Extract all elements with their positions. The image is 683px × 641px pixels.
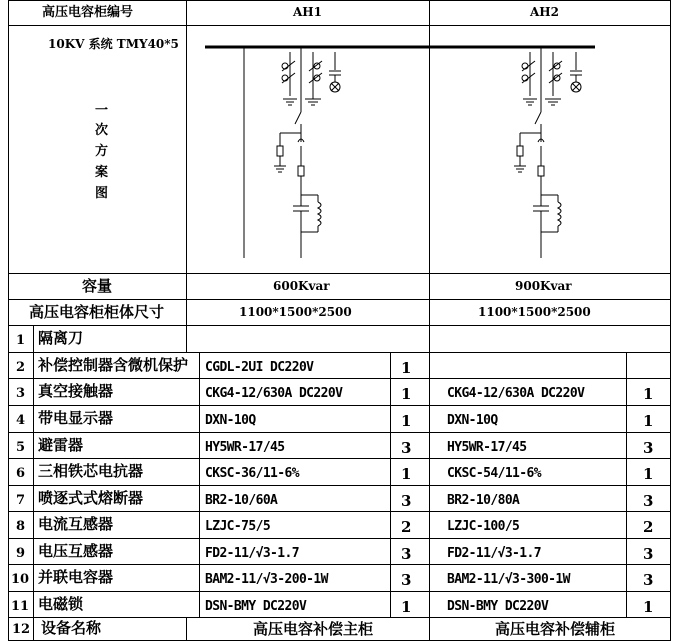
ah1-ct-hatch — [282, 73, 295, 83]
side-label-char: 图 — [95, 186, 109, 201]
side-label-char: 案 — [95, 165, 109, 180]
capacity-ah2: 900Kvar — [515, 279, 572, 293]
system-label: 10KV 系统 TMY40*5 — [48, 37, 179, 51]
item-ah2-qty: 1 — [643, 598, 654, 616]
item-name: 电压互感器 — [38, 542, 114, 560]
item-ah1-qty: 3 — [401, 439, 412, 457]
capacity-label: 容量 — [82, 277, 113, 295]
ah1-feeder — [244, 47, 341, 258]
item-name: 并联电容器 — [38, 568, 114, 586]
item-ah2-model: CKSC-54/11-6% — [447, 466, 541, 481]
item-no: 1 — [16, 333, 26, 348]
side-label-char: 方 — [95, 144, 109, 159]
item-name: 补偿控制器含微机保护 — [38, 356, 189, 374]
item-ah2-qty: 3 — [643, 571, 654, 589]
item-ah2-qty: 3 — [643, 439, 654, 457]
item-ah1-model: HY5WR-17/45 — [205, 440, 285, 455]
item-no: 10 — [11, 572, 30, 587]
item-ah1-qty: 1 — [401, 385, 412, 403]
item-ah2-qty: 1 — [643, 385, 654, 403]
ah2-feeder — [514, 47, 582, 258]
item-ah2-model: LZJC-100/5 — [447, 519, 520, 534]
ah1-fuse — [298, 166, 304, 176]
item-name: 带电显示器 — [38, 409, 114, 427]
item-ah2-model: HY5WR-17/45 — [447, 440, 527, 455]
ah1-isolator-blade — [295, 112, 301, 124]
header-label: 高压电容柜编号 — [42, 5, 134, 20]
item-no: 8 — [16, 519, 26, 534]
footer-ah2: 高压电容补偿辅柜 — [495, 620, 616, 638]
item-ah1-model: BAM2-11/√3-200-1W — [205, 572, 328, 587]
item-ah1-qty: 1 — [401, 359, 412, 377]
size-label: 高压电容柜柜体尺寸 — [29, 303, 165, 321]
ah2-ct-hatch — [522, 73, 535, 83]
item-name: 隔离刀 — [38, 329, 84, 347]
item-ah1-model: DXN-10Q — [205, 413, 256, 428]
item-ah2-model: DXN-10Q — [447, 413, 498, 428]
item-ah1-qty: 3 — [401, 492, 412, 510]
item-ah1-model: FD2-11/√3-1.7 — [205, 546, 299, 561]
footer-label: 设备名称 — [41, 619, 102, 637]
item-name: 三相铁芯电抗器 — [38, 462, 144, 480]
item-name: 真空接触器 — [38, 382, 114, 400]
item-ah2-qty: 3 — [643, 545, 654, 563]
item-no: 6 — [16, 466, 26, 481]
ah2-reactor-coil — [558, 202, 561, 226]
item-ah1-qty: 1 — [401, 412, 412, 430]
side-label-char: 次 — [95, 123, 109, 138]
header-ah1: AH1 — [293, 5, 322, 19]
item-no: 2 — [16, 360, 26, 375]
item-ah1-qty: 2 — [401, 518, 412, 536]
item-no: 4 — [16, 413, 26, 428]
item-no: 5 — [16, 440, 26, 455]
capacity-ah1: 600Kvar — [273, 279, 330, 293]
ah1-reactor-coil — [318, 202, 321, 226]
item-name: 避雷器 — [38, 436, 84, 454]
footer-ah1: 高压电容补偿主柜 — [253, 620, 374, 638]
item-ah1-model: BR2-10/60A — [205, 493, 278, 508]
ah1-ct-hatch — [282, 61, 295, 71]
footer-no: 12 — [12, 622, 31, 637]
item-ah1-model: CKSC-36/11-6% — [205, 466, 299, 481]
item-ah2-model: FD2-11/√3-1.7 — [447, 546, 541, 561]
ah2-arrester — [517, 146, 523, 156]
item-ah1-model: LZJC-75/5 — [205, 519, 271, 534]
item-ah2-model: BAM2-11/√3-300-1W — [447, 572, 570, 587]
side-label-char: 一 — [95, 103, 109, 118]
item-no: 3 — [16, 386, 26, 401]
item-name: 电磁锁 — [38, 595, 84, 613]
ah2-isolator-blade — [535, 112, 541, 124]
item-ah2-qty: 3 — [643, 492, 654, 510]
item-no: 11 — [11, 599, 30, 614]
item-ah2-qty: 1 — [643, 465, 654, 483]
item-no: 9 — [16, 546, 26, 561]
ah2-ct-hatch — [522, 61, 535, 71]
item-name: 电流互感器 — [38, 515, 114, 533]
item-ah2-qty: 2 — [643, 518, 654, 536]
ah2-fuse — [538, 166, 544, 176]
ah1-arrester — [277, 146, 283, 156]
item-ah2-model: CKG4-12/630A DC220V — [447, 386, 585, 401]
item-ah2-model: BR2-10/80A — [447, 493, 520, 508]
item-no: 7 — [16, 493, 26, 508]
item-ah1-qty: 3 — [401, 571, 412, 589]
item-ah1-model: DSN-BMY DC220V — [205, 599, 307, 614]
item-ah1-qty: 1 — [401, 598, 412, 616]
item-ah1-qty: 3 — [401, 545, 412, 563]
item-ah1-qty: 1 — [401, 465, 412, 483]
item-ah1-model: CGDL-2UI DC220V — [205, 360, 314, 375]
item-ah1-model: CKG4-12/630A DC220V — [205, 386, 343, 401]
item-name: 喷逐式式熔断器 — [38, 489, 144, 507]
header-ah2: AH2 — [530, 5, 559, 19]
size-ah1: 1100*1500*2500 — [239, 305, 352, 319]
size-ah2: 1100*1500*2500 — [478, 305, 591, 319]
item-ah2-qty: 1 — [643, 412, 654, 430]
item-ah2-model: DSN-BMY DC220V — [447, 599, 549, 614]
